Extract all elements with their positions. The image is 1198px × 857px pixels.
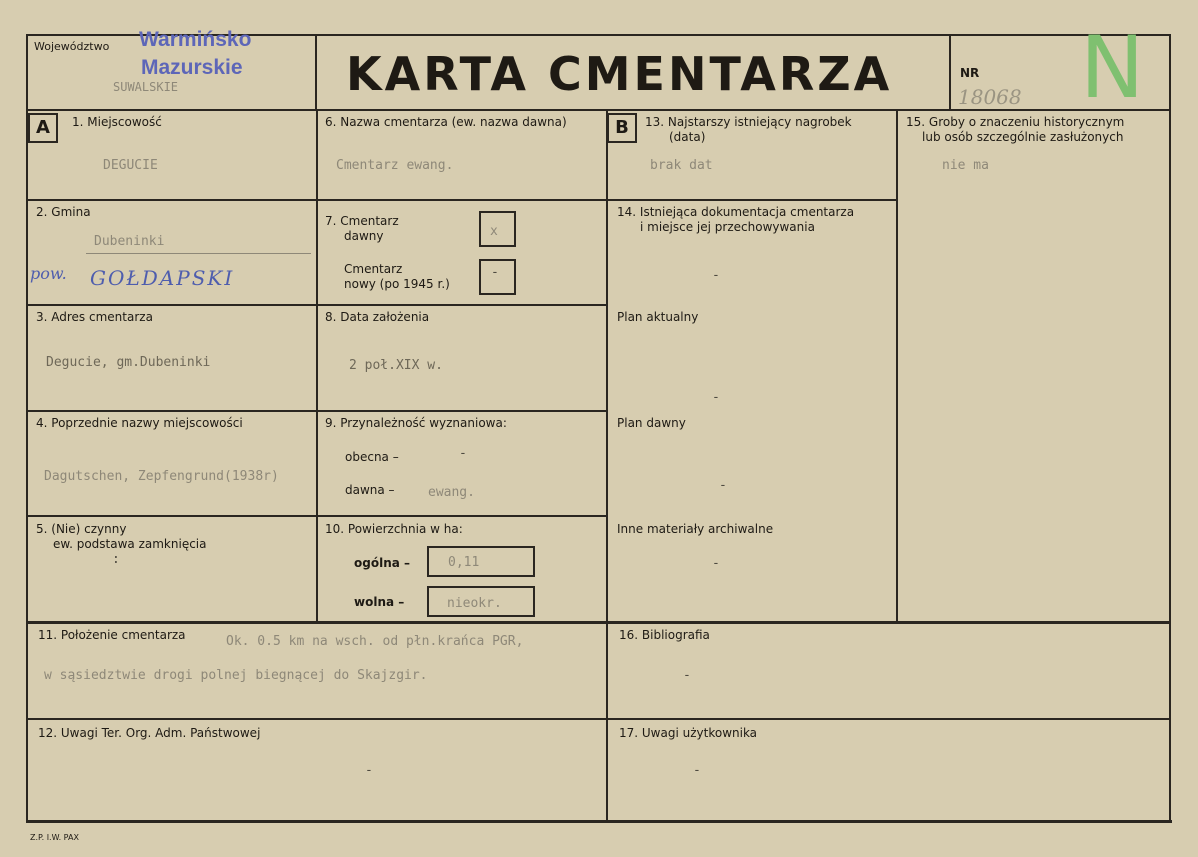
plan-old-label: Plan dawny	[617, 416, 686, 430]
field-3-value: Degucie, gm.Dubeninki	[46, 355, 211, 370]
green-mark: N	[1080, 18, 1145, 118]
field-14-label-1: 14. Istniejąca dokumentacja cmentarza	[617, 205, 855, 219]
field-6-label: 6. Nazwa cmentarza (ew. nazwa dawna)	[325, 115, 567, 129]
field-4-value: Dagutschen, Zepfengrund(1938r)	[44, 469, 279, 484]
field-10-free-label: wolna –	[354, 595, 405, 609]
field-16-label: 16. Bibliografia	[619, 628, 710, 642]
field-15-label-1: 15. Groby o znaczeniu historycznym	[906, 115, 1125, 129]
section-b-marker: B	[607, 113, 637, 143]
field-2-hand-prefix: pow.	[30, 264, 67, 283]
field-2-underline	[86, 253, 311, 254]
field-9-former-label: dawna –	[345, 483, 395, 497]
field-9-former-value: ewang.	[428, 485, 475, 500]
field-6-value: Cmentarz ewang.	[336, 158, 454, 173]
card-title: KARTA CMENTARZA	[346, 47, 893, 101]
field-17-value: -	[693, 763, 701, 778]
field-12-value: -	[365, 763, 373, 778]
field-12-label: 12. Uwagi Ter. Org. Adm. Państwowej	[38, 726, 261, 740]
field-15-label-2: lub osób szczególnie zasłużonych	[922, 130, 1124, 144]
field-2-value: Dubeninki	[94, 234, 165, 249]
plan-current-value: -	[712, 390, 720, 405]
other-materials-value: -	[712, 556, 720, 571]
field-11-value-2: w sąsiedztwie drogi polnej biegnącej do Skajzgir.	[44, 668, 428, 683]
row-line-5	[26, 621, 1170, 624]
row-line-4	[26, 515, 608, 517]
field-7-label-old-1: 7. Cmentarz	[325, 214, 399, 228]
header-vline-2	[949, 34, 951, 111]
field-8-value: 2 poł.XIX w.	[349, 358, 443, 373]
field-15-value: nie ma	[942, 158, 989, 173]
field-10-total-value: 0,11	[448, 555, 480, 570]
row-line-2	[26, 304, 608, 306]
nr-value: 18068	[958, 85, 1022, 109]
field-10-free-value: nieokr.	[447, 596, 502, 611]
field-7-label-new-1: Cmentarz	[344, 262, 403, 276]
row-line-3	[26, 410, 608, 412]
field-1-label: 1. Miejscowość	[72, 115, 162, 129]
field-14-label-2: i miejsce jej przechowywania	[640, 220, 815, 234]
col-line-b	[606, 109, 608, 822]
plan-current-label: Plan aktualny	[617, 310, 699, 324]
field-14-value: -	[712, 268, 720, 283]
voivodeship-typed-old: SUWALSKIE	[113, 80, 179, 94]
field-13-label-2: (data)	[669, 130, 706, 144]
field-2-label: 2. Gmina	[36, 205, 91, 219]
field-7-new-value: -	[491, 265, 499, 280]
field-3-label: 3. Adres cmentarza	[36, 310, 153, 324]
row-line-1	[26, 199, 608, 201]
nr-label: NR	[960, 66, 980, 80]
printer-imprint: Z.P. I.W. PAX	[30, 833, 79, 842]
header-divider	[26, 109, 1170, 111]
field-16-value: -	[683, 668, 691, 683]
plan-old-value: -	[719, 478, 727, 493]
field-10-total-box	[427, 546, 535, 577]
field-9-label: 9. Przynależność wyznaniowa:	[325, 416, 507, 430]
field-7-label-new-2: nowy (po 1945 r.)	[344, 277, 450, 291]
field-10-label: 10. Powierzchnia w ha:	[325, 522, 463, 536]
voivodeship-label: Województwo	[34, 40, 110, 53]
field-11-value-1: Ok. 0.5 km na wsch. od płn.krańca PGR,	[226, 634, 524, 649]
field-17-label: 17. Uwagi użytkownika	[619, 726, 758, 740]
field-2-hand-value: GOŁDAPSKI	[90, 266, 235, 290]
field-7-label-old-2: dawny	[344, 229, 384, 243]
voivodeship-stamp-line1: Warmińsko	[139, 28, 252, 51]
field-9-current-value: -	[459, 446, 467, 461]
field-4-label: 4. Poprzednie nazwy miejscowości	[36, 416, 243, 430]
frame-right	[1169, 34, 1171, 822]
field-10-total-label: ogólna –	[354, 556, 411, 570]
row-line-b1	[606, 199, 898, 201]
field-1-value: DEGUCIE	[103, 158, 158, 173]
col-line-c	[896, 109, 898, 623]
col-line-a	[316, 109, 318, 623]
field-13-value: brak dat	[650, 158, 713, 173]
field-5-label-2: ew. podstawa zamknięcia	[53, 537, 207, 551]
section-a-marker: A	[28, 113, 58, 143]
field-5-value: :	[112, 552, 120, 567]
field-9-current-label: obecna –	[345, 450, 399, 464]
field-5-label-1: 5. (Nie) czynny	[36, 522, 127, 536]
other-materials-label: Inne materiały archiwalne	[617, 522, 774, 536]
field-8-label: 8. Data założenia	[325, 310, 430, 324]
frame-bottom	[26, 820, 1172, 823]
frame-left	[26, 34, 28, 822]
header-vline-1	[315, 34, 317, 111]
row-line-6	[26, 718, 1170, 720]
field-11-label: 11. Położenie cmentarza	[38, 628, 186, 642]
field-7-old-value: x	[490, 224, 498, 239]
field-13-label-1: 13. Najstarszy istniejący nagrobek	[645, 115, 852, 129]
voivodeship-stamp-line2: Mazurskie	[141, 56, 243, 79]
